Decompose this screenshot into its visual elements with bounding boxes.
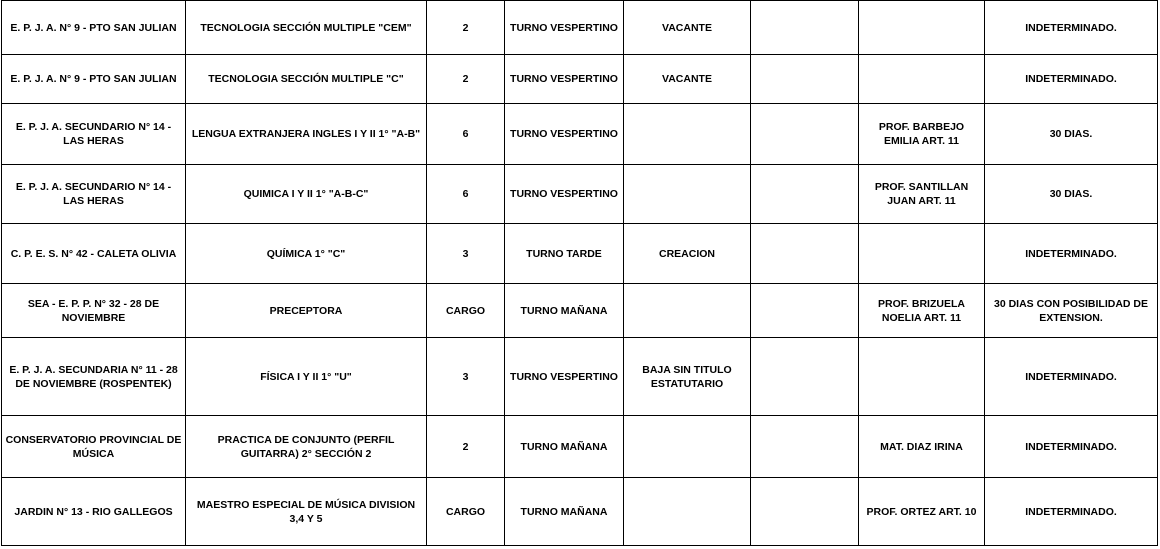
school-cell: E. P. J. A. SECUNDARIO N° 14 - LAS HERAS (2, 165, 186, 224)
subject-cell: QUIMICA I Y II 1° "A-B-C" (186, 165, 427, 224)
shift-cell: TURNO VESPERTINO (505, 338, 624, 416)
table-row (2, 416, 1158, 478)
blank-cell (751, 338, 859, 416)
reason-cell (624, 416, 751, 478)
holder-cell (859, 55, 985, 104)
reason-cell (624, 478, 751, 546)
hours-cell: 3 (427, 338, 505, 416)
blank-cell (751, 1, 859, 55)
reason-cell: BAJA SIN TITULO ESTATUTARIO (624, 338, 751, 416)
holder-cell: PROF. BRIZUELA NOELIA ART. 11 (859, 284, 985, 338)
subject-cell: PRECEPTORA (186, 284, 427, 338)
hours-cell: 3 (427, 224, 505, 284)
blank-cell (751, 165, 859, 224)
hours-cell: CARGO (427, 478, 505, 546)
holder-cell (859, 224, 985, 284)
holder-cell (859, 1, 985, 55)
reason-cell (624, 165, 751, 224)
duration-cell: 30 DIAS. (985, 165, 1158, 224)
hours-cell: 2 (427, 1, 505, 55)
table-row (2, 1, 1158, 55)
hours-cell: 6 (427, 104, 505, 165)
duration-cell: 30 DIAS CON POSIBILIDAD DE EXTENSION. (985, 284, 1158, 338)
school-cell: C. P. E. S. N° 42 - CALETA OLIVIA (2, 224, 186, 284)
blank-cell (751, 416, 859, 478)
hours-cell: 6 (427, 165, 505, 224)
holder-cell: MAT. DIAZ IRINA (859, 416, 985, 478)
shift-cell: TURNO MAÑANA (505, 478, 624, 546)
duration-cell: INDETERMINADO. (985, 55, 1158, 104)
subject-cell: TECNOLOGIA SECCIÓN MULTIPLE "C" (186, 55, 427, 104)
reason-cell: CREACION (624, 224, 751, 284)
school-cell: CONSERVATORIO PROVINCIAL DE MÚSICA (2, 416, 186, 478)
table-row (2, 478, 1158, 546)
blank-cell (751, 478, 859, 546)
school-cell: E. P. J. A. SECUNDARIA N° 11 - 28 DE NOVIEMBRE (ROSPENTEK) (2, 338, 186, 416)
table-row (2, 55, 1158, 104)
duration-cell: INDETERMINADO. (985, 338, 1158, 416)
subject-cell: TECNOLOGIA SECCIÓN MULTIPLE "CEM" (186, 1, 427, 55)
hours-cell: CARGO (427, 284, 505, 338)
reason-cell: VACANTE (624, 1, 751, 55)
duration-cell: INDETERMINADO. (985, 1, 1158, 55)
school-cell: E. P. J. A. N° 9 - PTO SAN JULIAN (2, 55, 186, 104)
reason-cell (624, 284, 751, 338)
school-cell: E. P. J. A. N° 9 - PTO SAN JULIAN (2, 1, 186, 55)
shift-cell: TURNO MAÑANA (505, 416, 624, 478)
blank-cell (751, 104, 859, 165)
table-row (2, 104, 1158, 165)
holder-cell: PROF. ORTEZ ART. 10 (859, 478, 985, 546)
school-cell: E. P. J. A. SECUNDARIO N° 14 - LAS HERAS (2, 104, 186, 165)
duration-cell: INDETERMINADO. (985, 224, 1158, 284)
hours-cell: 2 (427, 55, 505, 104)
shift-cell: TURNO TARDE (505, 224, 624, 284)
subject-cell: MAESTRO ESPECIAL DE MÚSICA DIVISION 3,4 Y 5 (186, 478, 427, 546)
subject-cell: QUÍMICA 1° "C" (186, 224, 427, 284)
hours-cell: 2 (427, 416, 505, 478)
shift-cell: TURNO VESPERTINO (505, 55, 624, 104)
blank-cell (751, 284, 859, 338)
blank-cell (751, 224, 859, 284)
shift-cell: TURNO VESPERTINO (505, 104, 624, 165)
holder-cell: PROF. SANTILLAN JUAN ART. 11 (859, 165, 985, 224)
school-cell: SEA - E. P. P. N° 32 - 28 DE NOVIEMBRE (2, 284, 186, 338)
vacancies-table (1, 0, 1158, 546)
holder-cell: PROF. BARBEJO EMILIA ART. 11 (859, 104, 985, 165)
table-row (2, 284, 1158, 338)
holder-cell (859, 338, 985, 416)
duration-cell: INDETERMINADO. (985, 416, 1158, 478)
school-cell: JARDIN N° 13 - RIO GALLEGOS (2, 478, 186, 546)
blank-cell (751, 55, 859, 104)
reason-cell (624, 104, 751, 165)
subject-cell: LENGUA EXTRANJERA INGLES I Y II 1° "A-B" (186, 104, 427, 165)
shift-cell: TURNO MAÑANA (505, 284, 624, 338)
shift-cell: TURNO VESPERTINO (505, 1, 624, 55)
table-row (2, 224, 1158, 284)
table-row (2, 338, 1158, 416)
subject-cell: FÍSICA I Y II 1° "U" (186, 338, 427, 416)
shift-cell: TURNO VESPERTINO (505, 165, 624, 224)
reason-cell: VACANTE (624, 55, 751, 104)
duration-cell: INDETERMINADO. (985, 478, 1158, 546)
duration-cell: 30 DIAS. (985, 104, 1158, 165)
subject-cell: PRACTICA DE CONJUNTO (PERFIL GUITARRA) 2° SECCIÓN 2 (186, 416, 427, 478)
table-row (2, 165, 1158, 224)
